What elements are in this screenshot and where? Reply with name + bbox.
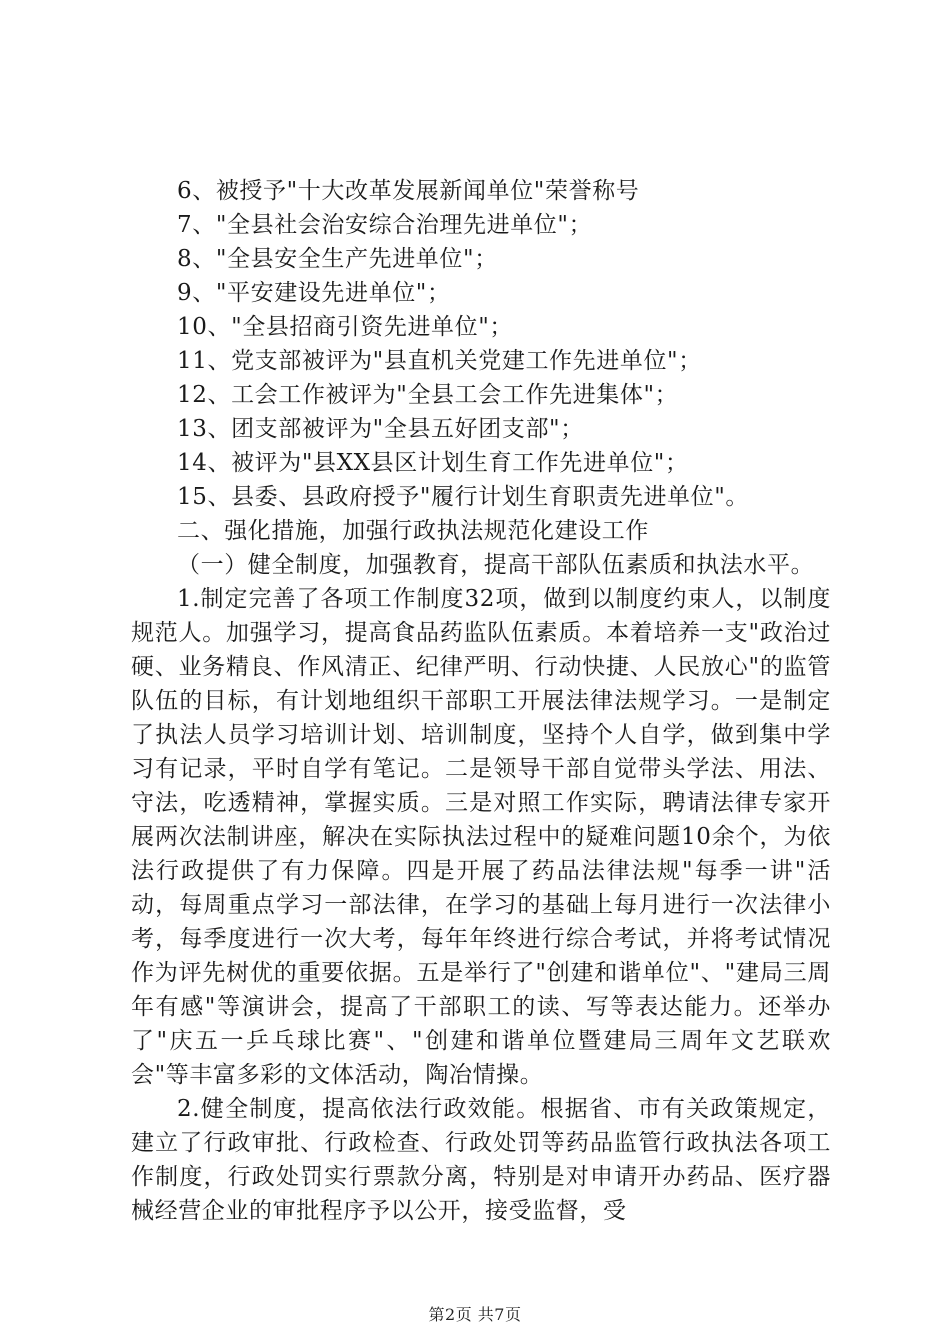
list-item: 12、工会工作被评为"全县工会工作先进集体"； <box>177 382 679 408</box>
list-item: 9、"平安建设先进单位"； <box>177 280 451 306</box>
page-footer: 第2页 共7页 <box>428 1305 522 1324</box>
list-item: 15、县委、县政府授予"履行计划生育职责先进单位"。 <box>177 484 750 510</box>
paragraph-1: 1.制定完善了各项工作制度32项，做到以制度约束人，以制度规范人。加强学习，提高食品药监队伍素质。本着培养一支"政治过硬、业务精良、作风清正、纪律严明、行动快捷、人民放心"的监管队伍的目标，有计划地组织干部职工开展法律法规学习。一是制定了执法人员学习培训计划、培训制度，坚持个人自学，做到集中学习有记录，平时自学有笔记。二是领导干部自觉带头学法、用法、守法，吃透精神，掌握实质。三是对照工作实际，聘请法律专家开展两次法制讲座，解决在实际执法过程中的疑难问题10余个，为依法行政提供了有力保障。四是开展了药品法律法规"每季一讲"活动，每周重点学习一部法律，在学习的基础上每月进行一次法律小考，每季度进行一次大考，每年年终进行综合考试，并将考试情况作为评先树优的重要依据。五是举行了"创建和谐单位"、"建局三周年有感"等演讲会，提高了干部职工的读、写等表达能力。还举办了"庆五一乒乓球比赛"、"创建和谐单位暨建局三周年文艺联欢会"等丰富多彩的文体活动，陶冶情操。 <box>131 586 831 1088</box>
list-item: 7、"全县社会治安综合治理先进单位"； <box>177 212 593 238</box>
list-item: 10、"全县招商引资先进单位"； <box>177 314 514 340</box>
list-item: 14、被评为"县XX县区计划生育工作先进单位"； <box>177 450 689 476</box>
list-item: 8、"全县安全生产先进单位"； <box>177 246 498 272</box>
document-body <box>131 174 831 1228</box>
subsection-heading: （一）健全制度，加强教育，提高干部队伍素质和执法水平。 <box>177 552 815 578</box>
list-item: 6、被授予"十大改革发展新闻单位"荣誉称号 <box>177 178 640 204</box>
list-item: 13、团支部被评为"全县五好团支部"； <box>177 416 584 442</box>
list-item: 11、党支部被评为"县直机关党建工作先进单位"； <box>177 348 702 374</box>
paragraph-2: 2.健全制度，提高依法行政效能。根据省、市有关政策规定，建立了行政审批、行政检查、行政处罚等药品监管行政执法各项工作制度，行政处罚实行票款分离，特别是对申请开办药品、医疗器械经营企业的审批程序予以公开，接受监督，受 <box>131 1096 831 1224</box>
section-heading: 二、强化措施，加强行政执法规范化建设工作 <box>177 518 649 544</box>
